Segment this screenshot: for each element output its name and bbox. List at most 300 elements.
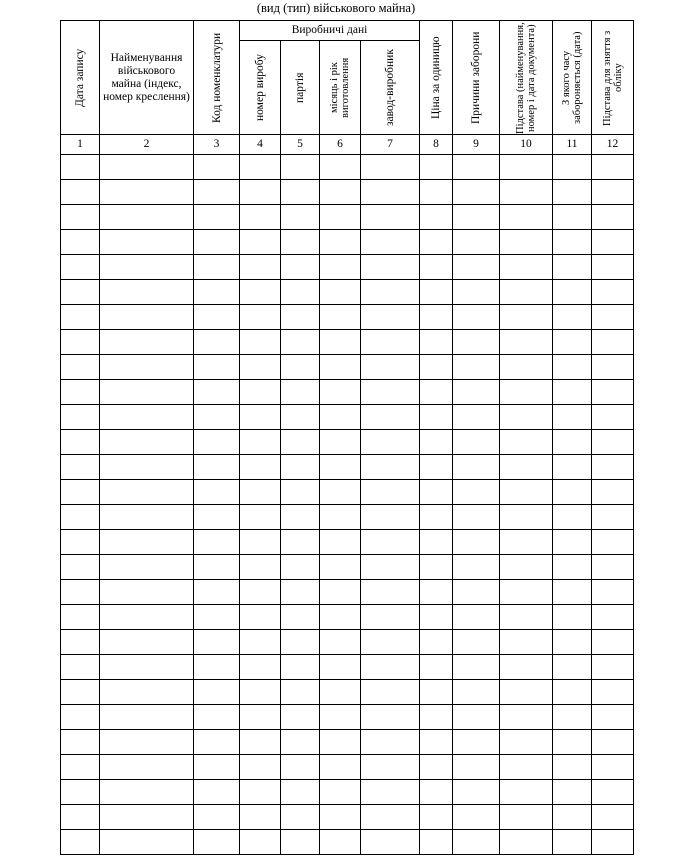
- table-cell[interactable]: [194, 580, 240, 605]
- table-cell[interactable]: [500, 305, 553, 330]
- table-cell[interactable]: [553, 480, 592, 505]
- table-cell[interactable]: [100, 430, 194, 455]
- table-cell[interactable]: [420, 230, 453, 255]
- table-cell[interactable]: [100, 455, 194, 480]
- table-cell[interactable]: [553, 280, 592, 305]
- table-cell[interactable]: [194, 155, 240, 180]
- table-cell[interactable]: [361, 230, 420, 255]
- table-cell[interactable]: [500, 230, 553, 255]
- table-cell[interactable]: [361, 655, 420, 680]
- table-cell[interactable]: [361, 405, 420, 430]
- table-cell[interactable]: [420, 505, 453, 530]
- table-cell[interactable]: [361, 530, 420, 555]
- table-cell[interactable]: [553, 655, 592, 680]
- table-cell[interactable]: [320, 580, 361, 605]
- table-cell[interactable]: [61, 380, 100, 405]
- table-cell[interactable]: [361, 505, 420, 530]
- table-cell[interactable]: [500, 655, 553, 680]
- table-cell[interactable]: [194, 805, 240, 830]
- table-cell[interactable]: [453, 305, 500, 330]
- table-cell[interactable]: [240, 730, 281, 755]
- table-cell[interactable]: [194, 330, 240, 355]
- table-cell[interactable]: [500, 430, 553, 455]
- table-cell[interactable]: [592, 830, 634, 855]
- table-cell[interactable]: [361, 680, 420, 705]
- table-cell[interactable]: [453, 455, 500, 480]
- table-cell[interactable]: [592, 805, 634, 830]
- table-cell[interactable]: [240, 180, 281, 205]
- table-cell[interactable]: [592, 730, 634, 755]
- table-cell[interactable]: [320, 155, 361, 180]
- table-cell[interactable]: [281, 155, 320, 180]
- table-cell[interactable]: [361, 805, 420, 830]
- table-cell[interactable]: [420, 255, 453, 280]
- table-cell[interactable]: [420, 355, 453, 380]
- table-cell[interactable]: [420, 380, 453, 405]
- table-cell[interactable]: [240, 630, 281, 655]
- table-cell[interactable]: [100, 705, 194, 730]
- table-cell[interactable]: [320, 330, 361, 355]
- table-cell[interactable]: [61, 705, 100, 730]
- table-cell[interactable]: [100, 830, 194, 855]
- table-cell[interactable]: [61, 355, 100, 380]
- table-cell[interactable]: [553, 805, 592, 830]
- table-cell[interactable]: [281, 555, 320, 580]
- table-cell[interactable]: [453, 205, 500, 230]
- table-cell[interactable]: [194, 230, 240, 255]
- table-cell[interactable]: [420, 830, 453, 855]
- table-cell[interactable]: [500, 505, 553, 530]
- table-cell[interactable]: [553, 455, 592, 480]
- table-cell[interactable]: [100, 580, 194, 605]
- table-cell[interactable]: [453, 730, 500, 755]
- table-cell[interactable]: [194, 180, 240, 205]
- table-cell[interactable]: [194, 530, 240, 555]
- table-cell[interactable]: [500, 380, 553, 405]
- table-cell[interactable]: [61, 280, 100, 305]
- table-cell[interactable]: [420, 655, 453, 680]
- table-cell[interactable]: [61, 505, 100, 530]
- table-cell[interactable]: [500, 455, 553, 480]
- table-cell[interactable]: [453, 430, 500, 455]
- table-cell[interactable]: [361, 555, 420, 580]
- table-cell[interactable]: [453, 580, 500, 605]
- table-cell[interactable]: [500, 205, 553, 230]
- table-cell[interactable]: [453, 705, 500, 730]
- table-cell[interactable]: [61, 180, 100, 205]
- table-cell[interactable]: [553, 755, 592, 780]
- table-cell[interactable]: [361, 180, 420, 205]
- table-cell[interactable]: [61, 205, 100, 230]
- table-cell[interactable]: [453, 380, 500, 405]
- table-cell[interactable]: [420, 330, 453, 355]
- table-cell[interactable]: [194, 780, 240, 805]
- table-cell[interactable]: [240, 280, 281, 305]
- table-cell[interactable]: [320, 230, 361, 255]
- table-cell[interactable]: [281, 530, 320, 555]
- table-cell[interactable]: [61, 480, 100, 505]
- table-cell[interactable]: [100, 805, 194, 830]
- table-cell[interactable]: [420, 630, 453, 655]
- table-cell[interactable]: [420, 705, 453, 730]
- table-cell[interactable]: [320, 680, 361, 705]
- table-cell[interactable]: [592, 780, 634, 805]
- table-cell[interactable]: [500, 705, 553, 730]
- table-cell[interactable]: [361, 355, 420, 380]
- table-cell[interactable]: [320, 830, 361, 855]
- table-cell[interactable]: [100, 155, 194, 180]
- table-cell[interactable]: [100, 755, 194, 780]
- table-cell[interactable]: [194, 605, 240, 630]
- table-cell[interactable]: [592, 380, 634, 405]
- table-cell[interactable]: [361, 630, 420, 655]
- table-cell[interactable]: [61, 155, 100, 180]
- table-cell[interactable]: [553, 555, 592, 580]
- table-cell[interactable]: [320, 755, 361, 780]
- table-cell[interactable]: [281, 680, 320, 705]
- table-cell[interactable]: [240, 155, 281, 180]
- table-cell[interactable]: [281, 705, 320, 730]
- table-cell[interactable]: [361, 255, 420, 280]
- table-cell[interactable]: [361, 280, 420, 305]
- table-cell[interactable]: [281, 305, 320, 330]
- table-cell[interactable]: [281, 380, 320, 405]
- table-cell[interactable]: [320, 255, 361, 280]
- table-cell[interactable]: [281, 505, 320, 530]
- table-cell[interactable]: [240, 755, 281, 780]
- table-cell[interactable]: [100, 505, 194, 530]
- table-cell[interactable]: [194, 405, 240, 430]
- table-cell[interactable]: [100, 230, 194, 255]
- table-cell[interactable]: [320, 505, 361, 530]
- table-cell[interactable]: [553, 530, 592, 555]
- table-cell[interactable]: [500, 180, 553, 205]
- table-cell[interactable]: [281, 805, 320, 830]
- table-cell[interactable]: [500, 555, 553, 580]
- table-cell[interactable]: [553, 605, 592, 630]
- table-cell[interactable]: [281, 605, 320, 630]
- table-cell[interactable]: [420, 805, 453, 830]
- table-cell[interactable]: [320, 705, 361, 730]
- table-cell[interactable]: [500, 730, 553, 755]
- table-cell[interactable]: [320, 480, 361, 505]
- table-cell[interactable]: [100, 655, 194, 680]
- table-cell[interactable]: [420, 205, 453, 230]
- table-cell[interactable]: [553, 305, 592, 330]
- table-cell[interactable]: [453, 330, 500, 355]
- table-cell[interactable]: [281, 730, 320, 755]
- table-cell[interactable]: [453, 655, 500, 680]
- table-cell[interactable]: [320, 730, 361, 755]
- table-cell[interactable]: [453, 680, 500, 705]
- table-cell[interactable]: [592, 655, 634, 680]
- table-cell[interactable]: [361, 755, 420, 780]
- table-cell[interactable]: [281, 180, 320, 205]
- table-cell[interactable]: [240, 480, 281, 505]
- table-cell[interactable]: [592, 555, 634, 580]
- table-cell[interactable]: [194, 305, 240, 330]
- table-cell[interactable]: [500, 330, 553, 355]
- table-cell[interactable]: [553, 630, 592, 655]
- table-cell[interactable]: [100, 380, 194, 405]
- table-cell[interactable]: [194, 680, 240, 705]
- table-cell[interactable]: [240, 230, 281, 255]
- table-cell[interactable]: [240, 830, 281, 855]
- table-cell[interactable]: [453, 480, 500, 505]
- table-cell[interactable]: [500, 755, 553, 780]
- table-cell[interactable]: [320, 805, 361, 830]
- table-cell[interactable]: [61, 655, 100, 680]
- table-cell[interactable]: [500, 530, 553, 555]
- table-cell[interactable]: [61, 555, 100, 580]
- table-cell[interactable]: [592, 205, 634, 230]
- table-cell[interactable]: [240, 555, 281, 580]
- table-cell[interactable]: [320, 430, 361, 455]
- table-cell[interactable]: [320, 780, 361, 805]
- table-cell[interactable]: [320, 455, 361, 480]
- table-cell[interactable]: [453, 405, 500, 430]
- table-cell[interactable]: [194, 455, 240, 480]
- table-cell[interactable]: [320, 205, 361, 230]
- table-cell[interactable]: [240, 655, 281, 680]
- table-cell[interactable]: [592, 305, 634, 330]
- table-cell[interactable]: [281, 480, 320, 505]
- table-cell[interactable]: [61, 680, 100, 705]
- table-cell[interactable]: [420, 605, 453, 630]
- table-cell[interactable]: [100, 305, 194, 330]
- table-cell[interactable]: [592, 255, 634, 280]
- table-cell[interactable]: [453, 155, 500, 180]
- table-cell[interactable]: [320, 305, 361, 330]
- table-cell[interactable]: [194, 755, 240, 780]
- table-cell[interactable]: [281, 830, 320, 855]
- table-cell[interactable]: [100, 180, 194, 205]
- table-cell[interactable]: [553, 180, 592, 205]
- table-cell[interactable]: [361, 730, 420, 755]
- table-cell[interactable]: [100, 605, 194, 630]
- table-cell[interactable]: [592, 230, 634, 255]
- table-cell[interactable]: [420, 680, 453, 705]
- table-cell[interactable]: [320, 355, 361, 380]
- table-cell[interactable]: [592, 455, 634, 480]
- table-cell[interactable]: [61, 430, 100, 455]
- table-cell[interactable]: [194, 255, 240, 280]
- table-cell[interactable]: [240, 305, 281, 330]
- table-cell[interactable]: [553, 205, 592, 230]
- table-cell[interactable]: [240, 330, 281, 355]
- table-cell[interactable]: [453, 180, 500, 205]
- table-cell[interactable]: [100, 405, 194, 430]
- table-cell[interactable]: [592, 355, 634, 380]
- table-cell[interactable]: [281, 280, 320, 305]
- table-cell[interactable]: [194, 705, 240, 730]
- table-cell[interactable]: [281, 755, 320, 780]
- table-cell[interactable]: [320, 405, 361, 430]
- table-cell[interactable]: [240, 780, 281, 805]
- table-cell[interactable]: [453, 280, 500, 305]
- table-cell[interactable]: [194, 505, 240, 530]
- table-cell[interactable]: [453, 255, 500, 280]
- table-cell[interactable]: [420, 305, 453, 330]
- table-cell[interactable]: [553, 705, 592, 730]
- table-cell[interactable]: [320, 180, 361, 205]
- table-cell[interactable]: [100, 355, 194, 380]
- table-cell[interactable]: [61, 830, 100, 855]
- table-cell[interactable]: [240, 805, 281, 830]
- table-cell[interactable]: [61, 580, 100, 605]
- table-cell[interactable]: [361, 705, 420, 730]
- table-cell[interactable]: [420, 280, 453, 305]
- table-cell[interactable]: [361, 380, 420, 405]
- table-cell[interactable]: [240, 430, 281, 455]
- table-cell[interactable]: [194, 205, 240, 230]
- table-cell[interactable]: [240, 455, 281, 480]
- table-cell[interactable]: [100, 280, 194, 305]
- table-cell[interactable]: [281, 630, 320, 655]
- table-cell[interactable]: [61, 230, 100, 255]
- table-cell[interactable]: [194, 630, 240, 655]
- table-cell[interactable]: [361, 780, 420, 805]
- table-cell[interactable]: [420, 780, 453, 805]
- table-cell[interactable]: [61, 530, 100, 555]
- table-cell[interactable]: [420, 455, 453, 480]
- table-cell[interactable]: [420, 730, 453, 755]
- table-cell[interactable]: [420, 480, 453, 505]
- table-cell[interactable]: [194, 355, 240, 380]
- table-cell[interactable]: [500, 255, 553, 280]
- table-cell[interactable]: [281, 330, 320, 355]
- table-cell[interactable]: [500, 580, 553, 605]
- table-cell[interactable]: [553, 355, 592, 380]
- table-cell[interactable]: [281, 205, 320, 230]
- table-cell[interactable]: [61, 605, 100, 630]
- table-cell[interactable]: [592, 180, 634, 205]
- table-cell[interactable]: [100, 205, 194, 230]
- table-cell[interactable]: [553, 405, 592, 430]
- table-cell[interactable]: [240, 380, 281, 405]
- table-cell[interactable]: [240, 255, 281, 280]
- table-cell[interactable]: [420, 155, 453, 180]
- table-cell[interactable]: [420, 405, 453, 430]
- table-cell[interactable]: [592, 280, 634, 305]
- table-cell[interactable]: [553, 380, 592, 405]
- table-cell[interactable]: [500, 355, 553, 380]
- table-cell[interactable]: [592, 580, 634, 605]
- table-cell[interactable]: [320, 605, 361, 630]
- table-cell[interactable]: [281, 430, 320, 455]
- table-cell[interactable]: [453, 755, 500, 780]
- table-cell[interactable]: [553, 155, 592, 180]
- table-cell[interactable]: [320, 655, 361, 680]
- table-cell[interactable]: [420, 755, 453, 780]
- table-cell[interactable]: [61, 455, 100, 480]
- table-cell[interactable]: [61, 630, 100, 655]
- table-cell[interactable]: [61, 780, 100, 805]
- table-cell[interactable]: [194, 430, 240, 455]
- table-cell[interactable]: [592, 405, 634, 430]
- table-cell[interactable]: [500, 605, 553, 630]
- table-cell[interactable]: [553, 330, 592, 355]
- table-cell[interactable]: [240, 705, 281, 730]
- table-cell[interactable]: [281, 455, 320, 480]
- table-cell[interactable]: [592, 630, 634, 655]
- table-cell[interactable]: [592, 755, 634, 780]
- table-cell[interactable]: [194, 280, 240, 305]
- table-cell[interactable]: [500, 480, 553, 505]
- table-cell[interactable]: [320, 380, 361, 405]
- table-cell[interactable]: [320, 555, 361, 580]
- table-cell[interactable]: [281, 255, 320, 280]
- table-cell[interactable]: [420, 530, 453, 555]
- table-cell[interactable]: [500, 780, 553, 805]
- table-cell[interactable]: [100, 530, 194, 555]
- table-cell[interactable]: [453, 505, 500, 530]
- table-cell[interactable]: [500, 405, 553, 430]
- table-cell[interactable]: [592, 680, 634, 705]
- table-cell[interactable]: [361, 155, 420, 180]
- table-cell[interactable]: [361, 205, 420, 230]
- table-cell[interactable]: [281, 230, 320, 255]
- table-cell[interactable]: [100, 680, 194, 705]
- table-cell[interactable]: [61, 330, 100, 355]
- table-cell[interactable]: [592, 505, 634, 530]
- table-cell[interactable]: [100, 330, 194, 355]
- table-cell[interactable]: [453, 555, 500, 580]
- table-cell[interactable]: [61, 305, 100, 330]
- table-cell[interactable]: [420, 555, 453, 580]
- table-cell[interactable]: [500, 805, 553, 830]
- table-cell[interactable]: [100, 555, 194, 580]
- table-cell[interactable]: [240, 680, 281, 705]
- table-cell[interactable]: [194, 655, 240, 680]
- table-cell[interactable]: [361, 480, 420, 505]
- table-cell[interactable]: [553, 830, 592, 855]
- table-cell[interactable]: [320, 630, 361, 655]
- table-cell[interactable]: [553, 680, 592, 705]
- table-cell[interactable]: [453, 780, 500, 805]
- table-cell[interactable]: [500, 830, 553, 855]
- table-cell[interactable]: [500, 630, 553, 655]
- table-cell[interactable]: [420, 180, 453, 205]
- table-cell[interactable]: [100, 630, 194, 655]
- table-cell[interactable]: [240, 505, 281, 530]
- table-cell[interactable]: [61, 755, 100, 780]
- table-cell[interactable]: [592, 480, 634, 505]
- table-cell[interactable]: [361, 455, 420, 480]
- table-cell[interactable]: [453, 230, 500, 255]
- table-cell[interactable]: [553, 780, 592, 805]
- table-cell[interactable]: [500, 680, 553, 705]
- table-cell[interactable]: [194, 380, 240, 405]
- table-cell[interactable]: [500, 280, 553, 305]
- table-cell[interactable]: [361, 430, 420, 455]
- table-cell[interactable]: [240, 530, 281, 555]
- table-cell[interactable]: [281, 355, 320, 380]
- table-cell[interactable]: [420, 580, 453, 605]
- table-cell[interactable]: [592, 530, 634, 555]
- table-cell[interactable]: [453, 630, 500, 655]
- table-cell[interactable]: [194, 830, 240, 855]
- table-cell[interactable]: [281, 405, 320, 430]
- table-cell[interactable]: [361, 830, 420, 855]
- table-cell[interactable]: [553, 730, 592, 755]
- table-cell[interactable]: [453, 605, 500, 630]
- table-cell[interactable]: [100, 480, 194, 505]
- table-cell[interactable]: [361, 605, 420, 630]
- table-cell[interactable]: [240, 580, 281, 605]
- table-cell[interactable]: [194, 730, 240, 755]
- table-cell[interactable]: [240, 605, 281, 630]
